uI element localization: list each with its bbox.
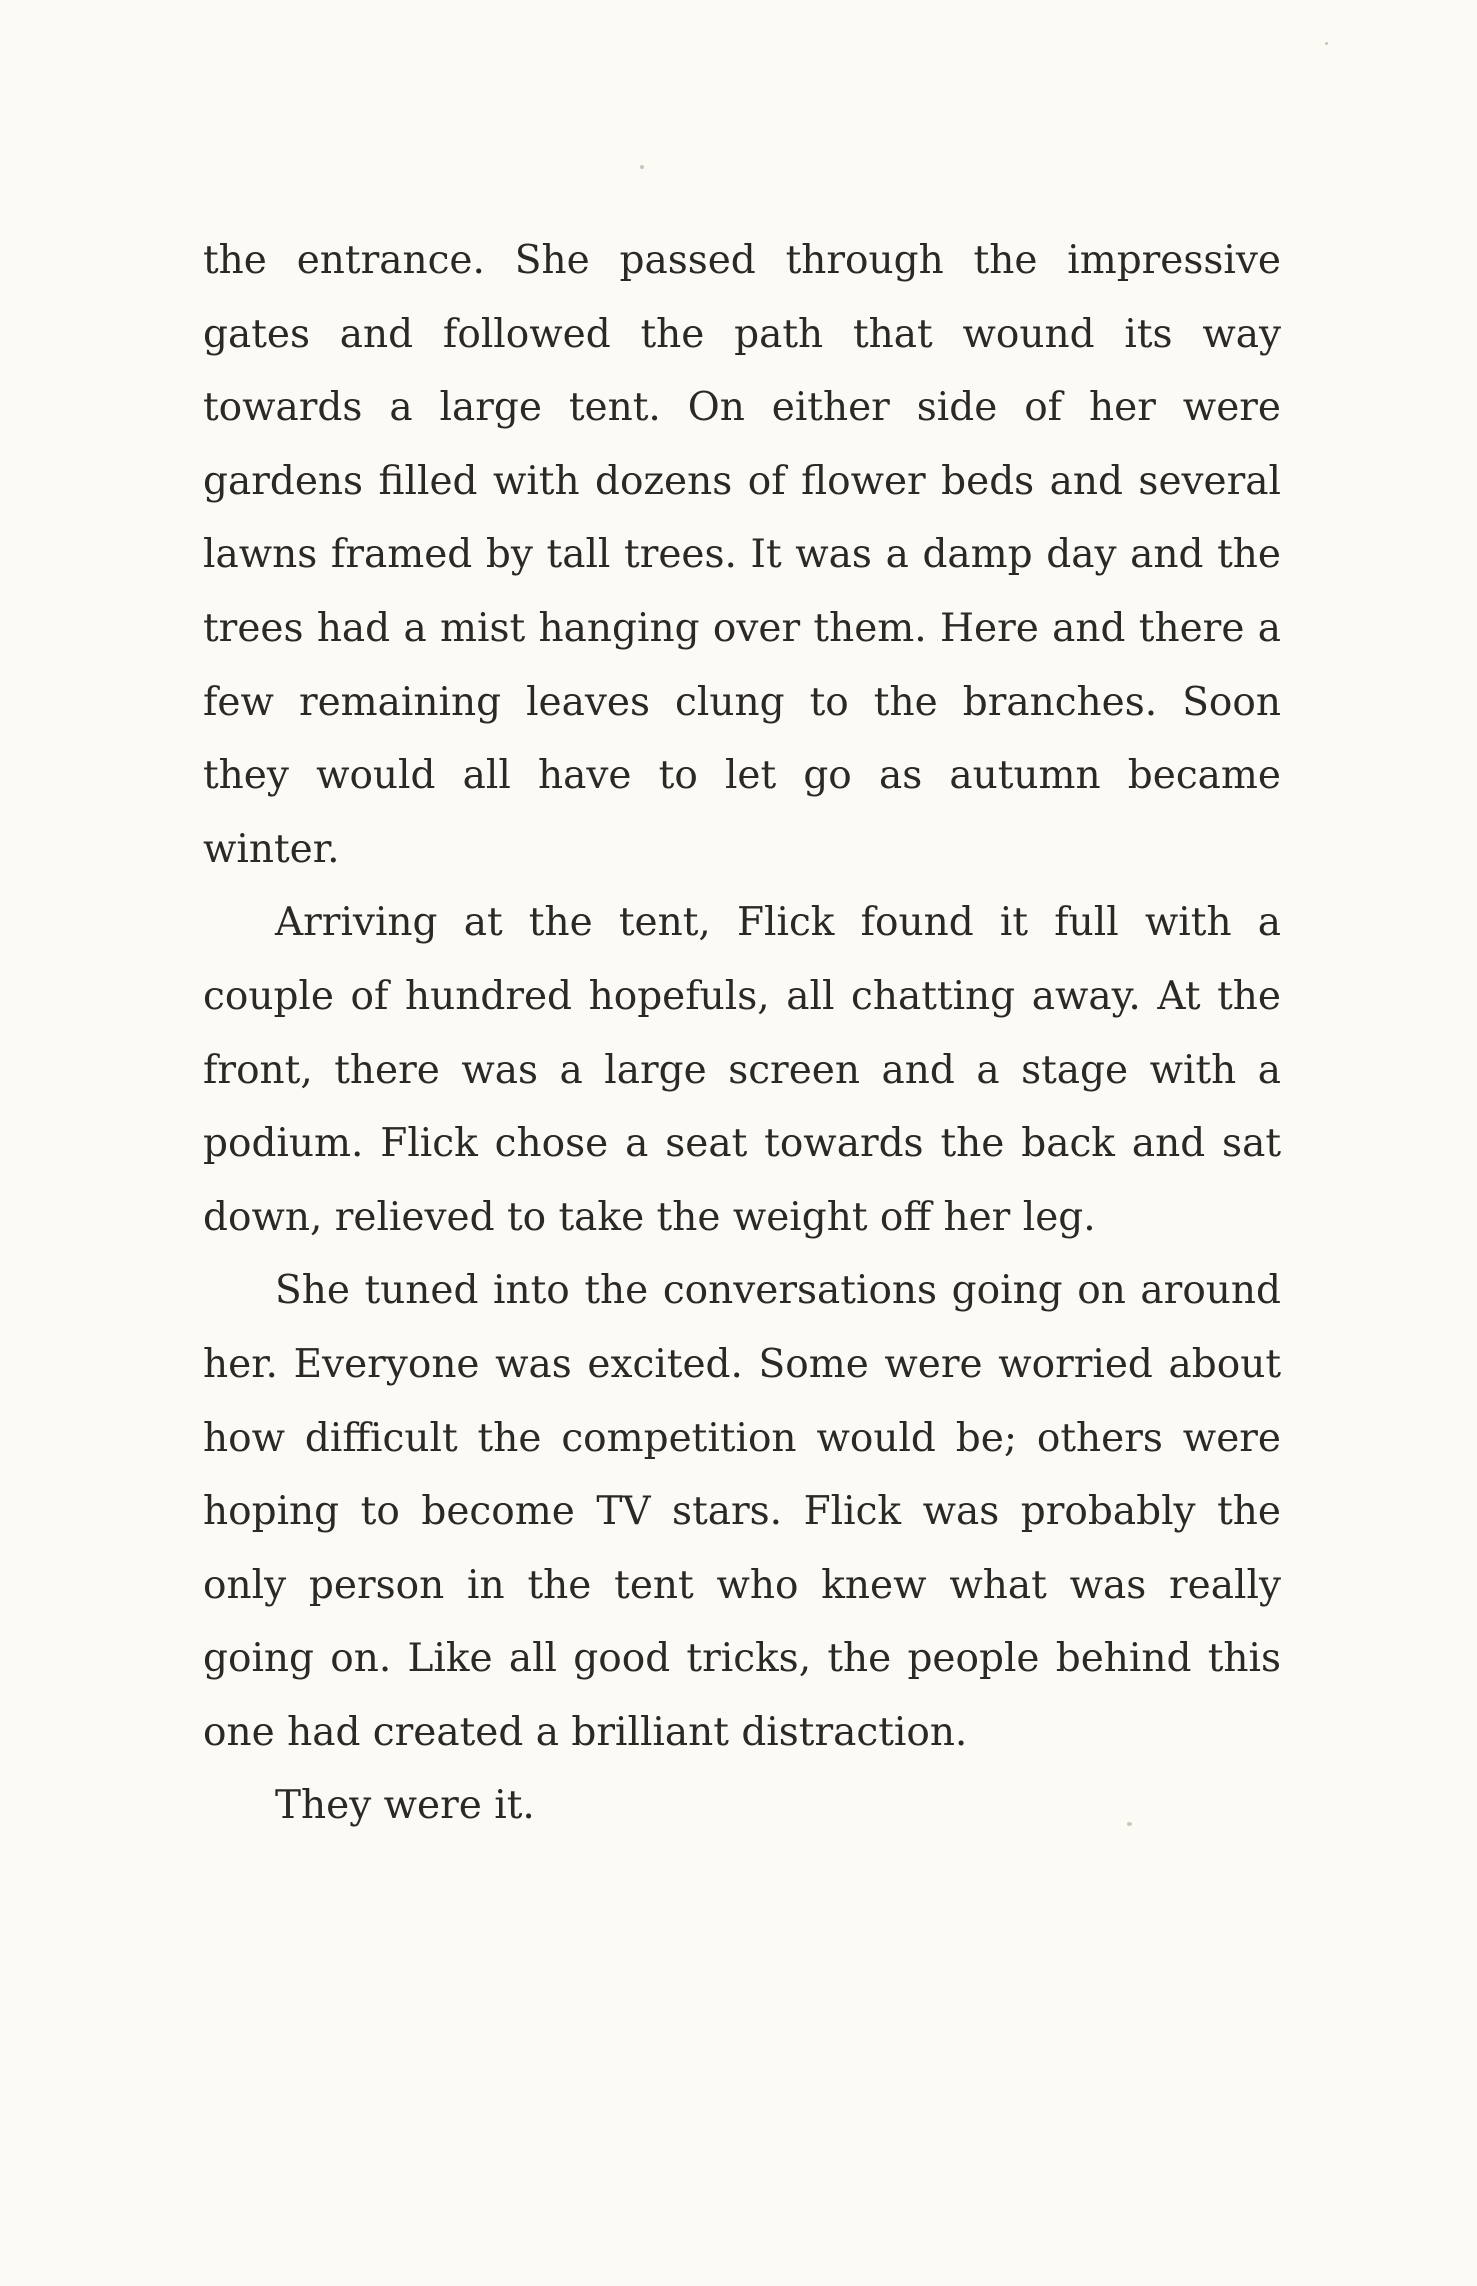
paragraph: She tuned into the conversations going on around her. Everyone was excited. Some were worried about how difficult the competition would be; others were hoping to become TV stars. Flick was probably the only person in the tent who knew what was really going on. Like all good tricks, the people behind this one had created a brilliant distraction. bbox=[203, 1268, 1281, 1755]
paragraph: the entrance. She passed through the impressive gates and followed the path that wound its way towards a large tent. On either side of her were gardens filled with dozens of flower beds and several lawns framed by tall trees. It was a damp day and the trees had a mist hanging over them. Here and there a few remaining leaves clung to the branches. Soon they would all have to let go as autumn became winter. bbox=[203, 238, 1281, 872]
paragraph: Arriving at the tent, Flick found it full with a couple of hundred hopefuls, all chatting away. At the front, there was a large screen and a stage with a podium. Flick chose a seat towards the back and sat down, relieved to take the weight off her leg. bbox=[203, 900, 1281, 1240]
paper-speck bbox=[640, 165, 644, 169]
body-text bbox=[203, 224, 1281, 1843]
paper-speck bbox=[1325, 42, 1328, 45]
paragraph: They were it. bbox=[275, 1783, 535, 1829]
